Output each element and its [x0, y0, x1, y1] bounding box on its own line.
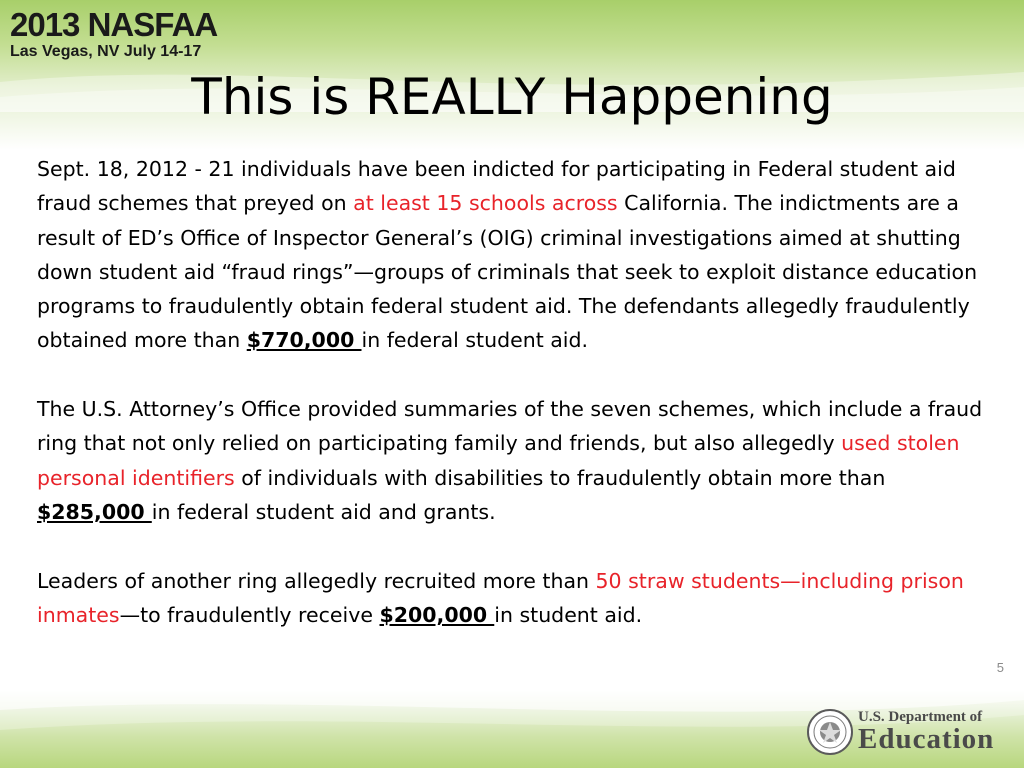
body-text: of individuals with disabilities to fraudulently obtain more than [234, 465, 886, 490]
logo-department-text: U.S. Department of [858, 709, 983, 725]
department-of-education-logo [806, 706, 1014, 762]
body-text: California. The indictments are a result of ED’s Office of Inspector General’s (OIG) criminal investigations aimed at shutting down student aid “fraud rings”—groups of criminals that seek to exploit distance education programs to fraudulently obtain federal student aid. The defendants allegedly fraudulently obtained more than [37, 191, 978, 353]
highlighted-text: at least 15 schools across [353, 191, 618, 216]
body-text: Sept. 18, 2012 - 21 individuals have been indicted for participating in Federal student aid fraud schemes that preyed on [37, 157, 956, 216]
dollar-amount: $200,000 [379, 602, 495, 627]
body-paragraph [37, 392, 997, 529]
highlighted-text: used stolen personal identifiers [37, 431, 960, 490]
dollar-amount: $770,000 [246, 328, 362, 353]
department-of-education-seal-icon [806, 708, 854, 756]
body-paragraph [37, 564, 997, 633]
slide-title: This is REALLY Happening [191, 68, 833, 126]
body-text: Leaders of another ring allegedly recruited more than [37, 568, 596, 593]
body-text: The U.S. Attorney’s Office provided summaries of the seven schemes, which include a fraud ring that not only relied on participating family and friends, but also allegedly [37, 397, 983, 456]
slide-body [37, 152, 997, 666]
dollar-amount: $285,000 [37, 499, 152, 524]
conference-subtitle: Las Vegas, NV July 14-17 [10, 43, 202, 60]
body-text: in federal student aid. [361, 328, 589, 353]
body-text: —to fraudulently receive [119, 602, 380, 627]
body-text: in student aid. [494, 602, 643, 627]
highlighted-text: 50 straw students—including prison inmates [37, 568, 964, 627]
slide-number: 5 [996, 660, 1004, 675]
logo-education-text: Education [858, 723, 995, 755]
body-text: in federal student aid and grants. [151, 499, 496, 524]
body-paragraph [37, 152, 997, 358]
conference-title: 2013 NASFAA [10, 6, 218, 43]
